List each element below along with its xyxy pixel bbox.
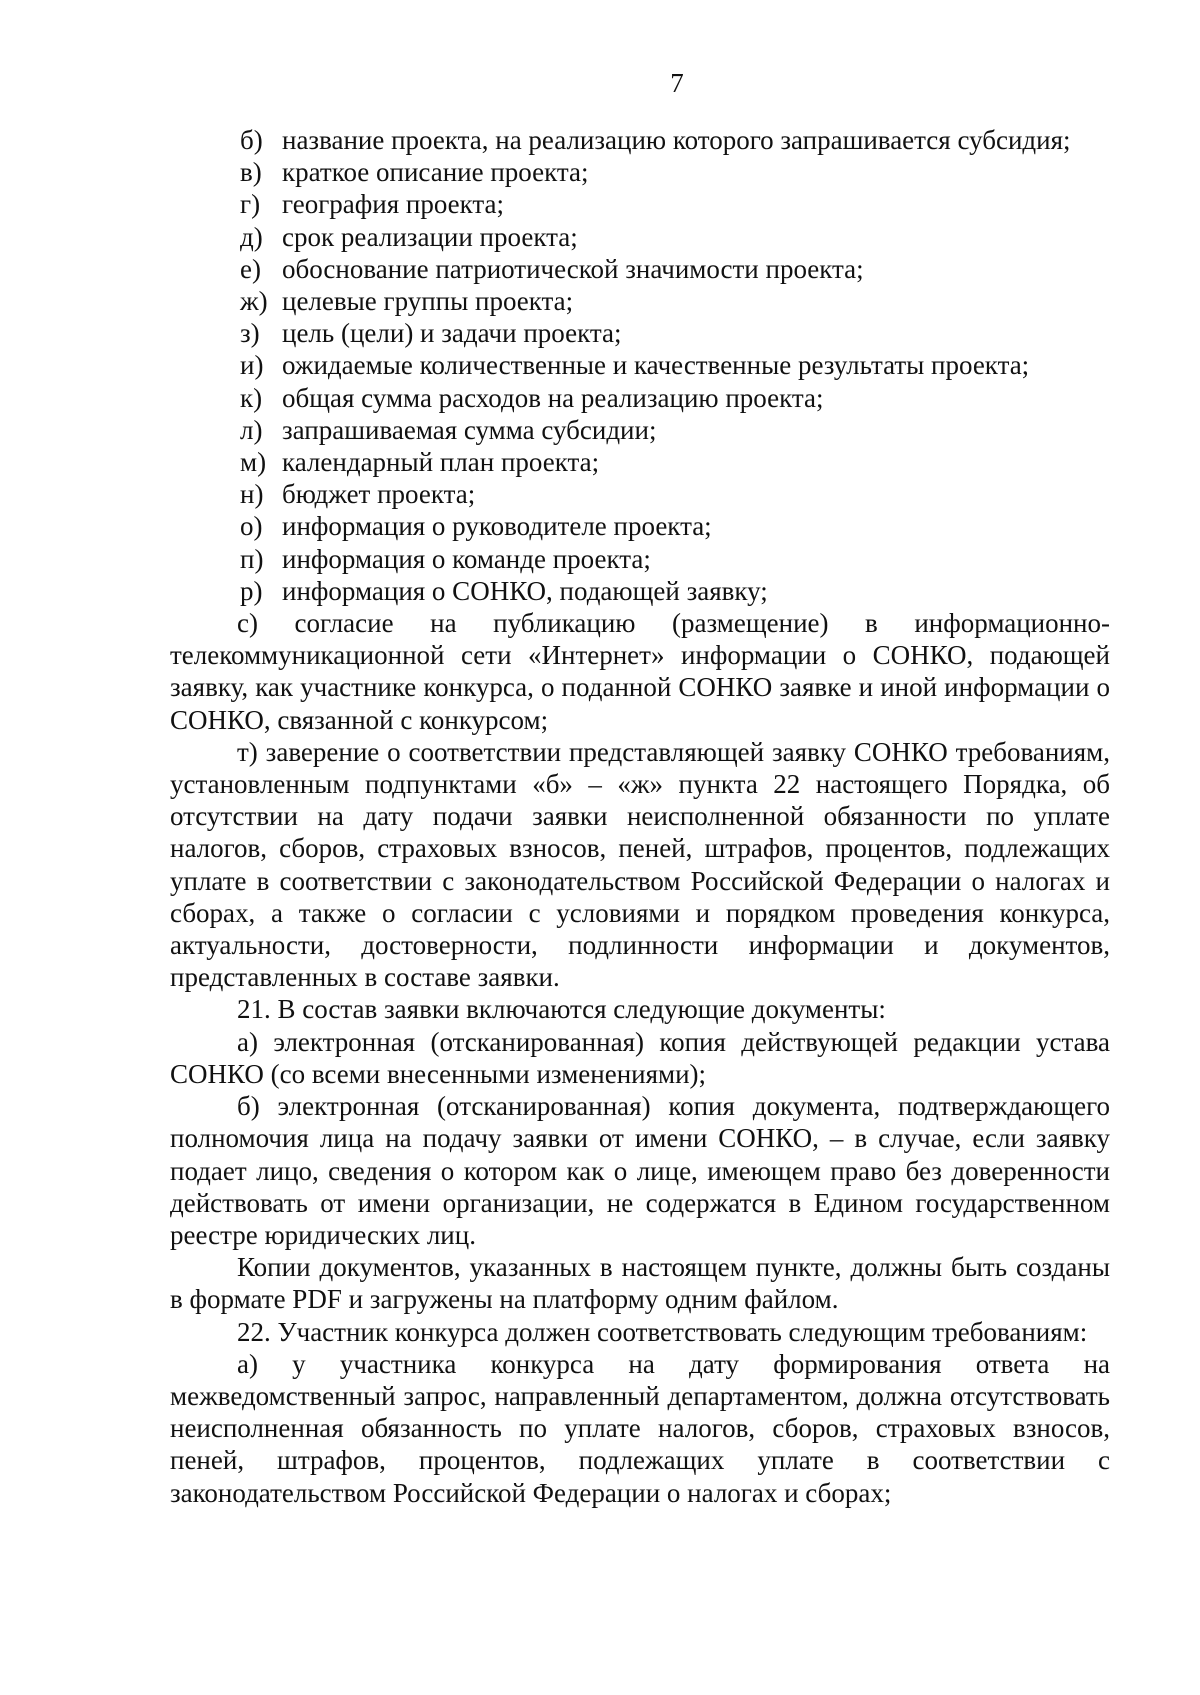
list-item-text: обоснование патриотической значимости проекта; — [282, 253, 864, 284]
list-item-marker: д) — [240, 221, 263, 252]
paragraph-22: 22. Участник конкурса должен соответствовать следующим требованиям: — [237, 1316, 1088, 1347]
list-item-text: запрашиваемая сумма субсидии; — [282, 414, 657, 445]
list-item — [170, 221, 1110, 253]
list-item-marker: и) — [240, 350, 264, 381]
list-item-marker: в) — [240, 157, 262, 188]
list-item — [170, 285, 1110, 317]
list-item — [170, 510, 1110, 542]
list-item-text: информация о команде проекта; — [282, 543, 651, 574]
paragraph-21: 21. В состав заявки включаются следующие документы: — [237, 994, 886, 1025]
list-item — [170, 414, 1110, 446]
list-item — [170, 575, 1110, 607]
requirements-list — [170, 124, 1110, 607]
page-number: 7 — [670, 68, 684, 98]
list-item — [170, 156, 1110, 188]
list-item-text: информация о руководителе проекта; — [282, 511, 712, 542]
paragraph-21-copies: Копии документов, указанных в настоящем пункте, должны быть созданы в формате PDF и загружены на платформу одним файлом. — [170, 1252, 1110, 1315]
list-item-marker: е) — [240, 253, 261, 284]
list-item-text: информация о СОНКО, подающей заявку; — [282, 575, 768, 606]
list-item-text: география проекта; — [282, 189, 505, 220]
list-item-marker: н) — [240, 479, 264, 510]
list-item — [170, 382, 1110, 414]
list-item-text: бюджет проекта; — [282, 479, 476, 510]
list-item-marker: б) — [240, 125, 263, 155]
list-item — [170, 349, 1110, 381]
list-item-text: календарный план проекта; — [282, 447, 600, 478]
list-item — [170, 317, 1110, 349]
list-item-text: общая сумма расходов на реализацию проекта; — [282, 382, 824, 413]
list-item — [170, 478, 1110, 510]
paragraph-21-a: а) электронная (отсканированная) копия действующей редакции устава СОНКО (со всеми внесенными изменениями); — [170, 1026, 1110, 1089]
list-item-marker: г) — [240, 189, 261, 220]
list-item-text: срок реализации проекта; — [282, 221, 578, 252]
list-item-marker: о) — [240, 511, 263, 542]
document-body — [170, 124, 1110, 1509]
list-item-marker: з) — [240, 318, 260, 349]
list-item — [170, 253, 1110, 285]
list-item-marker: р) — [240, 575, 263, 606]
list-item-text: цель (цели) и задачи проекта; — [282, 318, 622, 349]
list-item-text: название проекта, на реализацию которого запрашивается субсидия; — [282, 125, 1071, 155]
list-item-text: краткое описание проекта; — [282, 157, 589, 188]
paragraph-21-b: б) электронная (отсканированная) копия документа, подтверждающего полномочия лица на подачу заявки от имени СОНКО, – в случае, если заявку подает лицо, сведения о котором как о лице, имеющем право без доверенности действовать от имени организации, не содержатся в Едином государственном реестре юридических лиц. — [170, 1091, 1110, 1250]
list-item-marker: п) — [240, 543, 264, 574]
paragraph-22-a: а) у участника конкурса на дату формирования ответа на межведомственный запрос, направленный департаментом, должна отсутствовать неисполненная обязанность по уплате налогов, сборов, страховых взносов, пеней, штрафов, процентов, подлежащих уплате в соответствии с законодательством Российской Федерации о налогах и сборах; — [170, 1348, 1110, 1508]
list-item-marker: к) — [240, 382, 263, 413]
list-item-marker: ж) — [240, 286, 268, 317]
paragraph-item-t: т) заверение о соответствии представляющей заявку СОНКО требованиям, установленным подпунктами «б» – «ж» пункта 22 настоящего Порядка, об отсутствии на дату подачи заявки неисполненной обязанности по уплате налогов, сборов, страховых взносов, пеней, штрафов, процентов, подлежащих уплате в соответствии с законодательством Российской Федерации о налогах и сборах, а также о согласии с условиями и порядком проведения конкурса, актуальности, достоверности, подлинности информации и документов, представленных в составе заявки. — [170, 736, 1110, 993]
list-item — [170, 124, 1110, 156]
list-item — [170, 543, 1110, 575]
list-item-marker: м) — [240, 447, 267, 478]
list-item — [170, 446, 1110, 478]
list-item — [170, 188, 1110, 220]
paragraph-item-s: с) согласие на публикацию (размещение) в информационно-телекоммуникационной сети «Интернет» информации о СОНКО, подающей заявку, как участнике конкурса, о поданной СОНКО заявке и иной информации о СОНКО, связанной с конкурсом; — [170, 608, 1110, 735]
list-item-text: целевые группы проекта; — [282, 286, 574, 317]
list-item-text: ожидаемые количественные и качественные результаты проекта; — [282, 350, 1030, 381]
list-item-marker: л) — [240, 414, 263, 445]
